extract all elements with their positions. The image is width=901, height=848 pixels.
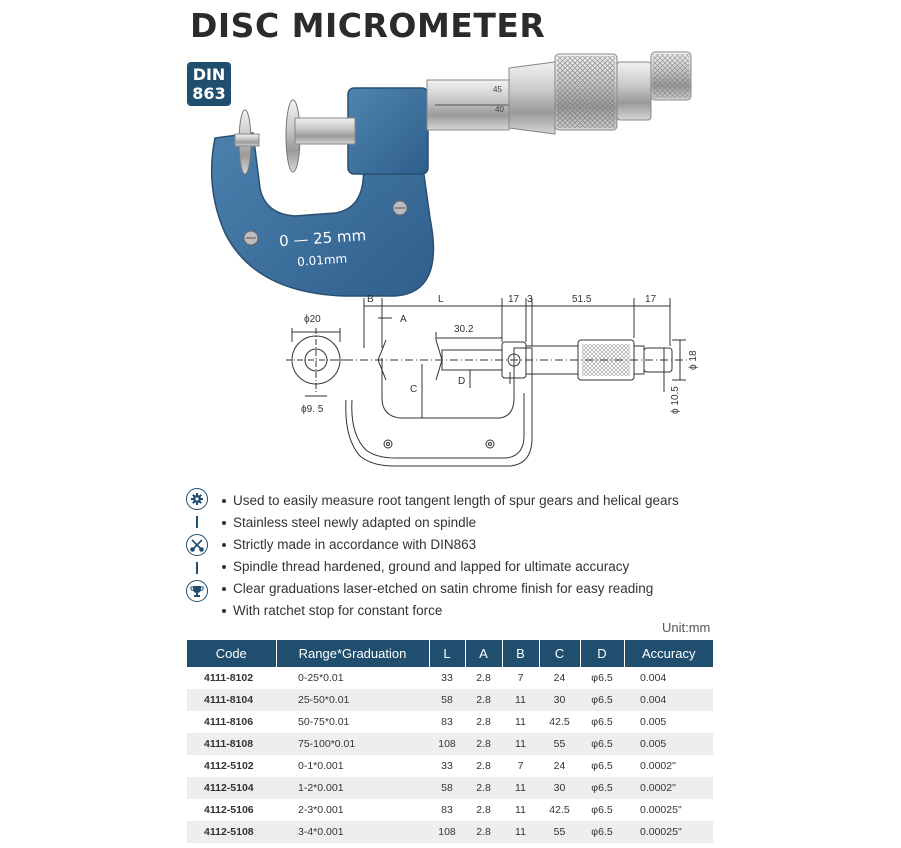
dim-phi9-5: ϕ9. 5 <box>301 404 324 415</box>
unit-label: Unit:mm <box>662 620 711 635</box>
cell-a: 2.8 <box>476 760 491 772</box>
table-row <box>187 733 713 755</box>
gear-icon <box>186 488 208 510</box>
photo-graduation-text: 0.01mm <box>296 251 348 269</box>
spec-table <box>187 640 713 843</box>
cell-a: 2.8 <box>476 716 491 728</box>
dim-3: 3 <box>527 294 533 305</box>
cell-l: 108 <box>429 821 465 843</box>
dim-c: C <box>410 384 418 395</box>
table-row <box>187 711 713 733</box>
table-row <box>187 799 713 821</box>
header-c: C <box>539 640 580 667</box>
table-header-row <box>187 640 713 667</box>
feature-connector <box>196 562 198 574</box>
cell-a: 2.8 <box>476 672 491 684</box>
cell-b: 11 <box>515 716 526 728</box>
feature-item: Used to easily measure root tangent length of spur gears and helical gears <box>222 490 679 512</box>
cell-b: 11 <box>502 689 539 711</box>
cell-l: 58 <box>429 689 465 711</box>
cell-code: 4111-8102 <box>204 672 254 684</box>
header-range: Range*Graduation <box>276 640 429 667</box>
dim-51-5: 51.5 <box>572 294 592 305</box>
cell-b: 11 <box>515 804 526 816</box>
cell-c: 42.5 <box>549 804 570 816</box>
cell-accuracy: 0.005 <box>640 716 667 728</box>
table-row <box>187 667 713 689</box>
dim-a: A <box>400 314 407 325</box>
cell-range: 25-50*0.01 <box>276 689 429 711</box>
cell-code: 4111-8104 <box>187 689 276 711</box>
cell-d: φ6.5 <box>580 733 624 755</box>
cell-b: 7 <box>517 672 524 684</box>
cell-l: 33 <box>441 672 453 684</box>
cell-c: 55 <box>539 821 580 843</box>
cell-c: 42.5 <box>549 716 570 728</box>
dim-phi20: ϕ20 <box>304 314 321 325</box>
cell-a: 2.8 <box>465 821 502 843</box>
dim-b: B <box>367 294 374 305</box>
cell-accuracy: 0.004 <box>624 689 713 711</box>
table-row <box>187 755 713 777</box>
technical-drawing <box>270 288 720 478</box>
table-row <box>187 689 713 711</box>
photo-range-text: 0 — 25 mm <box>278 226 367 251</box>
header-l: L <box>429 640 465 667</box>
photo-scale-45: 45 <box>493 85 502 94</box>
cell-l: 58 <box>429 777 465 799</box>
cell-c: 24 <box>553 672 566 684</box>
cell-code: 4111-8106 <box>204 716 254 728</box>
dim-17b: 17 <box>645 294 657 305</box>
cell-code: 4112-5104 <box>187 777 276 799</box>
cell-code: 4112-5102 <box>204 760 254 772</box>
cell-l: 108 <box>429 733 465 755</box>
cell-code: 4112-5108 <box>187 821 276 843</box>
cell-c: 30 <box>539 777 580 799</box>
badge-line2: 863 <box>192 84 226 103</box>
cell-a: 2.8 <box>465 777 502 799</box>
cell-code: 4111-8108 <box>187 733 276 755</box>
cell-accuracy: 0.0002" <box>624 777 713 799</box>
header-accuracy: Accuracy <box>624 640 713 667</box>
cell-b: 11 <box>502 777 539 799</box>
feature-item: Strictly made in accordance with DIN863 <box>222 534 679 556</box>
trophy-icon <box>186 580 208 602</box>
feature-item: Clear graduations laser-etched on satin chrome finish for easy reading <box>222 578 679 600</box>
header-code: Code <box>187 640 276 667</box>
cell-range: 75-100*0.01 <box>276 733 429 755</box>
header-d: D <box>580 640 624 667</box>
cell-c: 30 <box>539 689 580 711</box>
photo-scale-40: 40 <box>495 105 504 114</box>
cell-l: 83 <box>441 804 453 816</box>
cell-l: 83 <box>441 716 453 728</box>
cell-c: 55 <box>539 733 580 755</box>
cell-accuracy: 0.005 <box>624 733 713 755</box>
cell-d: φ6.5 <box>580 689 624 711</box>
feature-item: Stainless steel newly adapted on spindle <box>222 512 679 534</box>
header-b: B <box>502 640 539 667</box>
dim-17a: 17 <box>508 294 520 305</box>
dim-l: L <box>438 294 444 305</box>
cell-d: φ6.5 <box>580 777 624 799</box>
feature-connector <box>196 516 198 528</box>
cell-a: 2.8 <box>465 733 502 755</box>
cell-range: 3-4*0.001 <box>276 821 429 843</box>
cell-range: 50-75*0.01 <box>298 716 350 728</box>
cell-accuracy: 0.00025" <box>640 804 682 816</box>
cell-l: 33 <box>441 760 453 772</box>
feature-list <box>222 490 679 622</box>
table-row <box>187 777 713 799</box>
badge-line1: DIN <box>192 65 226 84</box>
cell-d: φ6.5 <box>591 760 613 772</box>
cell-b: 11 <box>502 733 539 755</box>
dim-30-2: 30.2 <box>454 324 474 335</box>
page-title: DISC MICROMETER <box>190 6 546 45</box>
cell-b: 7 <box>517 760 524 772</box>
cell-d: φ6.5 <box>591 716 613 728</box>
cell-accuracy: 0.00025" <box>624 821 713 843</box>
dim-phi10-5: ϕ 10.5 <box>670 386 681 414</box>
table-row <box>187 821 713 843</box>
tools-icon <box>186 534 208 556</box>
dim-d: D <box>458 376 466 387</box>
cell-code: 4112-5106 <box>204 804 254 816</box>
cell-b: 11 <box>502 821 539 843</box>
cell-range: 1-2*0.001 <box>276 777 429 799</box>
cell-d: φ6.5 <box>591 804 613 816</box>
cell-a: 2.8 <box>476 804 491 816</box>
cell-accuracy: 0.004 <box>640 672 667 684</box>
feature-item: With ratchet stop for constant force <box>222 600 679 622</box>
dim-phi18: ϕ 18 <box>688 350 699 370</box>
cell-d: φ6.5 <box>591 672 613 684</box>
cell-range: 0-1*0.001 <box>298 760 344 772</box>
cell-range: 2-3*0.001 <box>298 804 344 816</box>
cell-a: 2.8 <box>465 689 502 711</box>
micrometer-photo <box>195 38 705 300</box>
feature-item: Spindle thread hardened, ground and lapped for ultimate accuracy <box>222 556 679 578</box>
cell-d: φ6.5 <box>580 821 624 843</box>
header-a: A <box>465 640 502 667</box>
cell-c: 24 <box>553 760 566 772</box>
cell-accuracy: 0.0002" <box>640 760 676 772</box>
cell-range: 0-25*0.01 <box>298 672 344 684</box>
